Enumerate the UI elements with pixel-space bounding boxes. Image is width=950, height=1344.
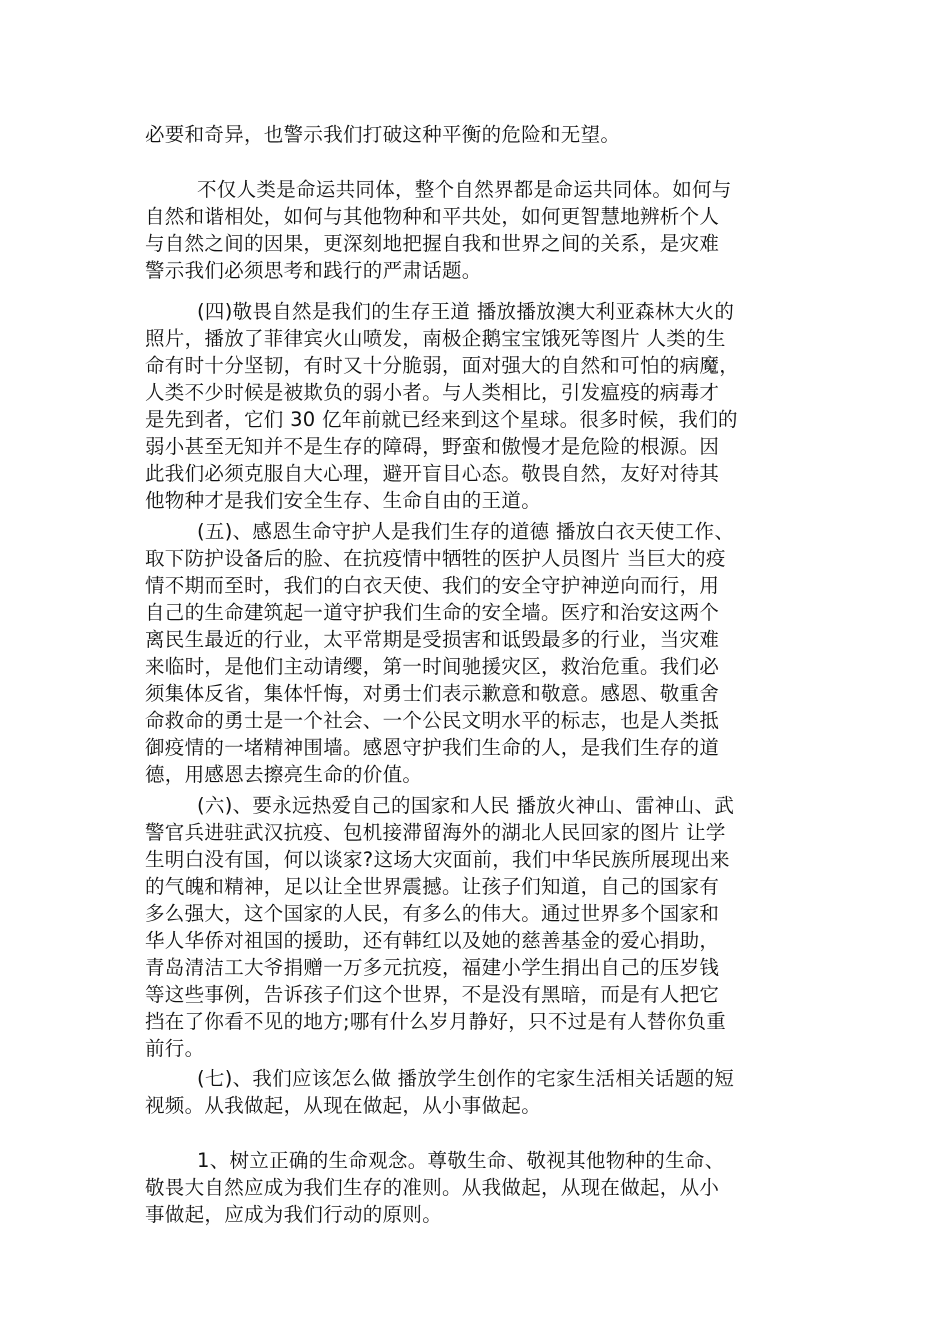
text-line: 是先到者，它们 30 亿年前就已经来到这个星球。很多时候，我们的 [145, 408, 738, 431]
text-line: 来临时，是他们主动请缨，第一时间驰援灾区，救治危重。我们必 [145, 655, 720, 678]
text-line: 1、树立正确的生命观念。尊敬生命、敬视其他物种的生命、 [197, 1149, 725, 1172]
paragraph-4 [145, 518, 805, 788]
text-line: 不仅人类是命运共同体，整个自然界都是命运共同体。如何与 [197, 178, 732, 201]
text-line: 命救命的勇士是一个社会、一个公民文明水平的标志，也是人类抵 [145, 709, 720, 732]
text-line: 取下防护设备后的脸、在抗疫情中牺牲的医护人员图片 当巨大的疫 [145, 547, 726, 570]
text-line: 视频。从我做起，从现在做起，从小事做起。 [145, 1094, 542, 1117]
text-line: 照片，播放了菲律宾火山喷发，南极企鹅宝宝饿死等图片 人类的生 [145, 327, 726, 350]
paragraph-2 [145, 176, 805, 284]
text-line: 自己的生命建筑起一道守护我们生命的安全墙。医疗和治安这两个 [145, 601, 720, 624]
text-line: 德，用感恩去擦亮生命的价值。 [145, 763, 423, 786]
text-line: 敬畏大自然应成为我们生存的准则。从我做起，从现在做起，从小 [145, 1176, 720, 1199]
text-line: 前行。 [145, 1037, 205, 1060]
text-line: 命有时十分坚韧，有时又十分脆弱，面对强大的自然和可怕的病魔， [145, 354, 740, 377]
text-line: 必要和奇异，也警示我们打破这种平衡的危险和无望。 [145, 123, 621, 146]
text-line: 离民生最近的行业，太平常期是受损害和诋毁最多的行业，当灾难 [145, 628, 720, 651]
text-line: 多么强大，这个国家的人民，有多么的伟大。通过世界多个国家和 [145, 902, 720, 925]
text-line: 与自然之间的因果，更深刻地把握自我和世界之间的关系，是灾难 [145, 232, 720, 255]
text-line: 御疫情的一堵精神围墙。感恩守护我们生命的人，是我们生存的道 [145, 736, 720, 759]
text-line: 须集体反省，集体忏悔，对勇士们表示歉意和敬意。感恩、敬重舍 [145, 682, 720, 705]
paragraph-3 [145, 298, 805, 514]
paragraph-1 [145, 121, 805, 148]
text-line: 等这些事例，告诉孩子们这个世界，不是没有黑暗，而是有人把它 [145, 983, 720, 1006]
paragraph-6 [145, 1065, 805, 1119]
text-line: 事做起，应成为我们行动的原则。 [145, 1203, 443, 1226]
text-line: 人类不少时候是被欺负的弱小者。与人类相比，引发瘟疫的病毒才 [145, 381, 720, 404]
text-line: 自然和谐相处，如何与其他物种和平共处，如何更智慧地辨析个人 [145, 205, 720, 228]
text-line: 警示我们必须思考和践行的严肃话题。 [145, 259, 482, 282]
text-line: (四)敬畏自然是我们的生存王道 播放播放澳大利亚森林大火的 [197, 300, 735, 323]
text-line: 的气魄和精神，足以让全世界震撼。让孩子们知道，自己的国家有 [145, 875, 720, 898]
text-line: 情不期而至时，我们的白衣天使、我们的安全守护神逆向而行，用 [145, 574, 720, 597]
paragraph-7 [145, 1147, 805, 1228]
text-line: 生明白没有国，何以谈家?这场大灾面前，我们中华民族所展现出来 [145, 848, 730, 871]
text-line: 警官兵进驻武汉抗疫、包机接滞留海外的湖北人民回家的图片 让学 [145, 821, 726, 844]
text-line: 华人华侨对祖国的援助，还有韩红以及她的慈善基金的爱心捐助， [145, 929, 720, 952]
text-line: 青岛清洁工大爷捐赠一万多元抗疫，福建小学生捐出自己的压岁钱 [145, 956, 720, 979]
text-line: (六)、要永远热爱自己的国家和人民 播放火神山、雷神山、武 [197, 794, 735, 817]
text-line: 他物种才是我们安全生存、生命自由的王道。 [145, 489, 542, 512]
text-line: 弱小甚至无知并不是生存的障碍，野蛮和傲慢才是危险的根源。因 [145, 435, 720, 458]
text-line: (七)、我们应该怎么做 播放学生创作的宅家生活相关话题的短 [197, 1067, 735, 1090]
paragraph-5 [145, 792, 805, 1062]
text-line: 此我们必须克服自大心理，避开盲目心态。敬畏自然，友好对待其 [145, 462, 720, 485]
text-line: (五)、感恩生命守护人是我们生存的道德 播放白衣天使工作、 [197, 520, 735, 543]
text-line: 挡在了你看不见的地方;哪有什么岁月静好，只不过是有人替你负重 [145, 1010, 727, 1033]
